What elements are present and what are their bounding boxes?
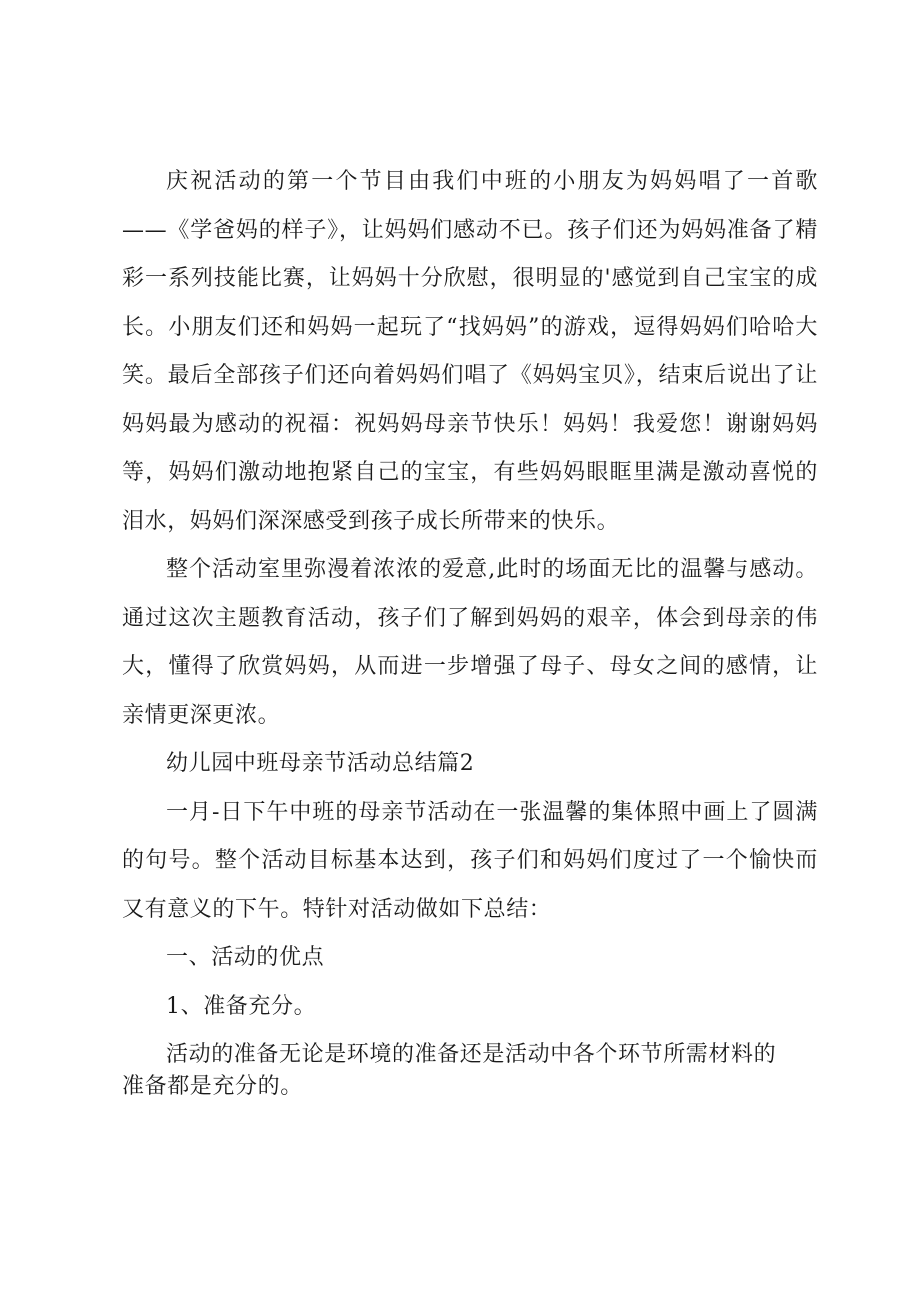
paragraph-activity-summary: 一月-日下午中班的母亲节活动在一张温馨的集体照中画上了圆满的句号。整个活动目标基本达到，孩子们和妈妈们度过了一个愉快而又有意义的下午。特针对活动做如下总结： xyxy=(122,799,818,922)
paragraph-preparation-detail: 活动的准备无论是环境的准备还是活动中各个环节所需材料的准备都是充分的。 xyxy=(122,1042,777,1099)
document-body xyxy=(122,158,818,1103)
subheading-advantages: 一、活动的优点 xyxy=(166,945,325,970)
section-title: 幼儿园中班母亲节活动总结篇2 xyxy=(166,751,475,776)
paragraph-celebration-program: 庆祝活动的第一个节目由我们中班的小朋友为妈妈唱了一首歌——《学爸妈的样子》，让妈妈们感动不已。孩子们还为妈妈准备了精彩一系列技能比赛，让妈妈十分欣慰，很明显的'感觉到自己宝宝的成长。小朋友们还和妈妈一起玩了“找妈妈”的游戏，逗得妈妈们哈哈大笑。最后全部孩子们还向着妈妈们唱了《妈妈宝贝》，结束后说出了让妈妈最为感动的祝福：祝妈妈母亲节快乐！妈妈！我爱您！谢谢妈妈等，妈妈们激动地抱紧自己的宝宝，有些妈妈眼眶里满是激动喜悦的泪水，妈妈们深深感受到孩子成长所带来的快乐。 xyxy=(122,169,818,534)
paragraph-activity-atmosphere: 整个活动室里弥漫着浓浓的爱意,此时的场面无比的温馨与感动。通过这次主题教育活动，孩子们了解到妈妈的艰辛，体会到母亲的伟大，懂得了欣赏妈妈，从而进一步增强了母子、母女之间的感情，让亲情更深更浓。 xyxy=(122,557,818,728)
subheading-preparation: 1、准备充分。 xyxy=(166,993,317,1019)
